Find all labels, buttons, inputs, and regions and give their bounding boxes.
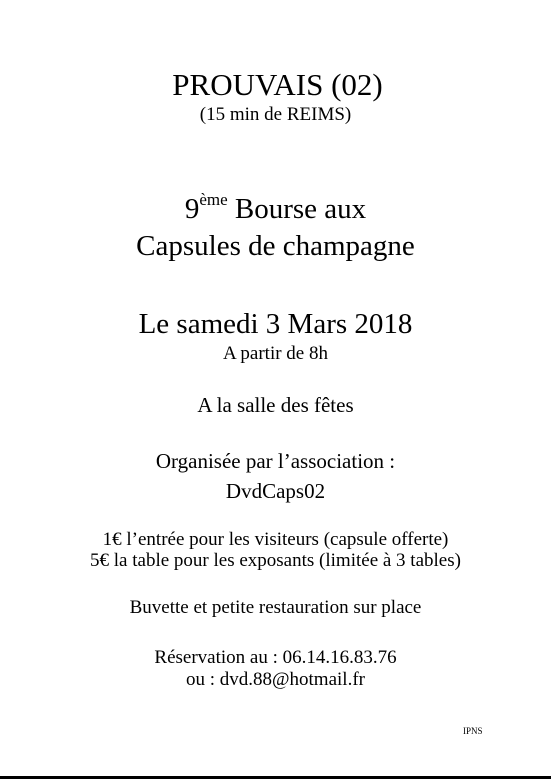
exhibitor-price: 5€ la table pour les exposants (limitée à 3 tables) <box>90 550 461 571</box>
page-bottom-border <box>0 776 551 779</box>
distance-note: (15 min de REIMS) <box>199 104 352 125</box>
reservation-email: ou : dvd.88@hotmail.fr <box>186 669 365 690</box>
event-title-text: Bourse aux <box>227 193 367 225</box>
ipns-mark: IPNS <box>463 726 483 736</box>
visitor-price: 1€ l’entrée pour les visiteurs (capsule offerte) <box>102 529 449 550</box>
event-title-line1 <box>0 190 551 225</box>
edition-number: 9 <box>184 193 200 225</box>
event-title-line2: Capsules de champagne <box>136 230 415 262</box>
food-service: Buvette et petite restauration sur place <box>129 597 422 618</box>
edition-suffix: ème <box>199 190 228 209</box>
reservation-phone: Réservation au : 06.14.16.83.76 <box>154 647 397 668</box>
event-venue: A la salle des fêtes <box>197 393 354 417</box>
organizer-name: DvdCaps02 <box>225 479 326 503</box>
organizer-label: Organisée par l’association : <box>155 449 396 473</box>
event-start-time: A partir de 8h <box>222 343 328 364</box>
town-title: PROUVAIS (02) <box>172 67 383 102</box>
event-date: Le samedi 3 Mars 2018 <box>138 308 413 340</box>
